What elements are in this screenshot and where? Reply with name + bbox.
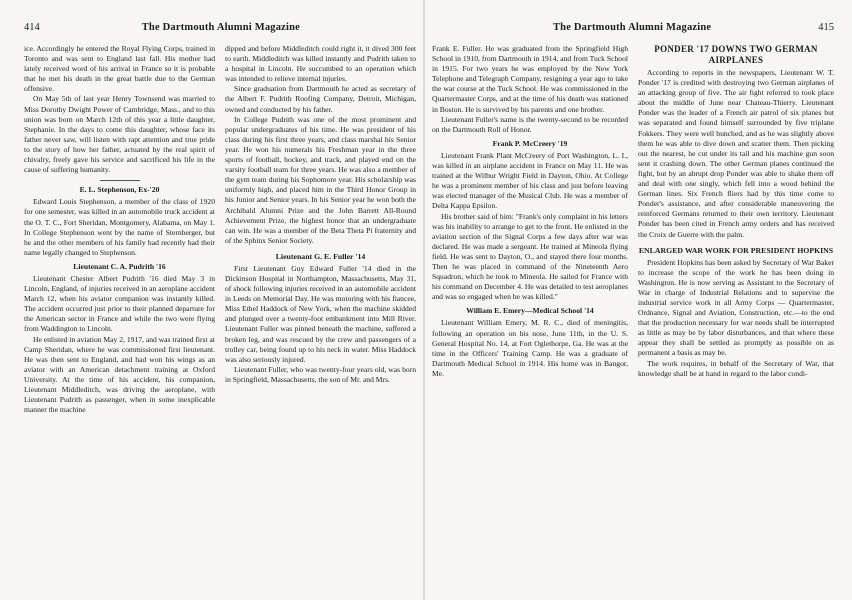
paragraph: On May 5th of last year Henry Townsend was married to Miss Dorothy Dwight Power of Cambridge, Mass., and to this union was born on March 12th of this year a little daughter, Stephanie. In the days to come this daughter, whose face its father never saw, will listen with rapt attention and true pride to the story of how her father, actuated by the real spirit of chivalry, freely gave his service and sacrificed his life in the cause of suffering humanity. bbox=[24, 94, 215, 175]
paragraph: He enlisted in aviation May 2, 1917, and was trained first at Camp Sheridan, where he was commissioned first lieutenant. He was then sent to England, and had won his wings as an aviator with an American detachment training at Oxford University. At the time of his accident, his companion, Lieutenant Middleditch, was driving the aeroplane, with Lieutenant Pudrith as passenger, when in some inexplicable manner the machine bbox=[24, 334, 215, 415]
section-heading: Frank P. McCreery '19 bbox=[492, 138, 568, 148]
paragraph: Lieutenant Chester Albert Pudrith '16 died May 3 in Lincoln, England, of injuries received in an aeroplane accident March 12, when his aviator companion was instantly killed. The accident occurred just prior to their planned departure for the American sector in France and while the two were flying from Waddington to Lincoln. bbox=[24, 273, 215, 334]
paragraph: Lieutenant William Emery, M. R. C., died of meningitis, following an operation on his nose, June 11th, in the U. S. General Hospital No. 14, at Fort Oglethorpe, Ga. He was at the time in the Officers' Training Camp. He was a graduate of Dartmouth Medical School in 1914. His home was in Bangor, Me. bbox=[432, 318, 628, 378]
right-running-title: The Dartmouth Alumni Magazine bbox=[552, 22, 712, 33]
paragraph: Edward Louis Stephenson, a member of the class of 1920 for one semester, was killed in an automobile truck accident at the O. T. C., Fort Sheridan, Montgomery, Alabama, on May 1. In College Stephenson went by the name of Sternberger, but he and the other members of his family had recently had their name legally changed to Stephenson. bbox=[24, 197, 215, 257]
section-heading: ENLARGED WAR WORK FOR PRESIDENT HOPKINS bbox=[638, 245, 834, 255]
right-page bbox=[424, 0, 852, 600]
section-heading: E. L. Stephenson, Ex-'20 bbox=[79, 185, 160, 195]
left-column-2 bbox=[225, 44, 416, 415]
section-heading: Lieutenant C. A. Pudrith '16 bbox=[73, 261, 166, 271]
paragraph: dipped and before Middleditch could right it, it dived 300 feet to earth. Middleditch was killed instantly and Pudrith taken to a hospital in Lincoln. He succumbed to an operation which was intended to relieve internal injuries. bbox=[225, 44, 416, 84]
left-columns bbox=[24, 44, 416, 415]
left-page bbox=[0, 0, 424, 600]
section-heading: PONDER '17 DOWNS TWO GERMAN AIRPLANES bbox=[654, 44, 818, 65]
left-running-title: The Dartmouth Alumni Magazine bbox=[141, 22, 301, 33]
section-heading: William E. Emery—Medical School '14 bbox=[466, 306, 594, 316]
right-column-2 bbox=[638, 44, 834, 379]
right-columns bbox=[432, 44, 834, 379]
paragraph: According to reports in the newspapers, Lieutenant W. T. Ponder '17 is credited with destroying two German airplanes of an attacking group of five. The air fight referred to took place about the middle of June near Chateau-Thierry. Lieutenant Ponder was the leader of a French air patrol of six planes but was separated and found himself surrounded by five triplane Fokkers. They were well bunched, and as he was slightly above them he was able to dive down and scatter them. Then picking out the nearest, he cut under its tail and his machine gun soon sent it crashing down. The other German planes continued the fight, but by an abrupt drop Ponder was able to shake them off and deal with one singly, which fell into a wood behind the German lines. Six French fliers had by this time come to Ponder's assistance, and after considerable maneuvering the reinforced Germans returned to their own territory. Lieutenant Ponder has been cited in French army orders and has received the Croix de Guerre with the palm. bbox=[638, 68, 834, 239]
left-column-1 bbox=[24, 44, 215, 415]
paragraph: Frank E. Fuller. He was graduated from the Springfield High School in 1910, from Dartmouth in 1914, and from Tuck School in 1915. For two years he was employed by the New York Telephone and Telegraph Company, resigning a year ago to take the war course at the Tuck School. He was commissioned in the Quartermaster Corps, and at the time of his death was stationed in Boston. He is survived by his parents and one brother. bbox=[432, 44, 628, 114]
left-running-head bbox=[24, 22, 416, 38]
paragraph: ice. Accordingly he entered the Royal Flying Corps, trained in Toronto and was sent to England last fall. His mother had lately received word of his arrival in France so it is probable that he met his death in the great battle due to the German offensive. bbox=[24, 44, 215, 94]
paragraph: Lieutenant Frank Plant McCreery of Port Washington, L. I., was killed in an airplane accident in France on May 11. He was trained at the Wilbur Wright Field in Dayton, Ohio. At College he was a prominent member of his class and just before leaving was elected manager of the Musical Club. He was a member of Delta Kappa Epsilon. bbox=[432, 150, 628, 211]
paragraph: President Hopkins has been asked by Secretary of War Baker to increase the scope of the work he has been doing in Washington. He is now serving as Assistant to the Secretary of War in charge of Industrial Relations and to supervise the industrial service work in all Army Corps — Quartermaster, Ordnance, Signal and Aviation, Construction, etc.—to the end that the production necessary for war needs shall be interrupted as little as may be by labor disturbances, and that where these appear they shall be settled as promptly as possible on as permanent a basis as may be. bbox=[638, 257, 834, 358]
paragraph: First Lieutenant Guy Edward Fuller '14 died in the Dickinson Hospital in Northampton, Massachusetts, May 31, of shock following injuries received in an automobile accident in Leeds on Memorial Day. He was motoring with his fiancee, Miss Ethel Haddock of New York, when the machine skidded and plunged over a twenty-foot embankment into Mill River. Lieutenant Fuller was pinned beneath the machine, suffered a broken leg, and was rescued by the crew and passengers of a trolley car, being found up to his neck in water. Miss Haddock was also seriously injured. bbox=[225, 263, 416, 364]
section-heading: Lieutenant G. E. Fuller '14 bbox=[275, 251, 366, 261]
right-running-head bbox=[432, 22, 834, 38]
paragraph: In College Pudrith was one of the most prominent and popular undergraduates of his time. He was president of his class during his first three years, and class marshal his Senior year. He won his numerals his Freshman year in the three sports of football, hockey, and track, and played end on the varsity football team for three years. He was also a member of the gym team during his Sophomore year. His scholarship was uniformly high, and placed him in the Third Honor Group in his Junior and Senior years. In his Senior year he won both the Archibald Alumni Prize and the John Barrett All-Round Achievement Prize, the highest honor that an undergraduate can win. He was a member of the Beta Theta Pi fraternity and of the Sphinx Senior Society. bbox=[225, 114, 416, 245]
right-column-1 bbox=[432, 44, 628, 379]
left-page-number: 414 bbox=[24, 22, 40, 33]
paragraph: Since graduation from Dartmouth he acted as secretary of the Albert F. Pudrith Roofing Company, Detroit, Michigan, owned and conducted by his father. bbox=[225, 84, 416, 114]
paragraph: Lieutenant Fuller's name is the twenty-second to be recorded on the Dartmouth Roll of Honor. bbox=[432, 114, 628, 134]
right-page-number: 415 bbox=[818, 22, 834, 33]
paragraph: His brother said of him: "Frank's only complaint in his letters was his inability to arrange to get to the front. He enlisted in the aviation section of the Signal Corps a few days after war was declared. He was made a sergeant. He trained at Mineola flying field. He was sent to Dayton, O., and stayed there four months. Then he was placed in command of the Nineteenth Aero Squadron, which he took to Mineola. He sailed for France with his command on December 4. He was detailed to test aeroplanes and was so engaged when he was killed." bbox=[432, 211, 628, 302]
paragraph: Lieutenant Fuller, who was twenty-four years old, was born in Springfield, Massachusetts, the son of Mr. and Mrs. bbox=[225, 364, 416, 384]
paragraph: The work requires, in behalf of the Secretary of War, that knowledge shall be at hand in regard to the labor condi- bbox=[638, 358, 834, 378]
section-divider bbox=[100, 180, 140, 181]
